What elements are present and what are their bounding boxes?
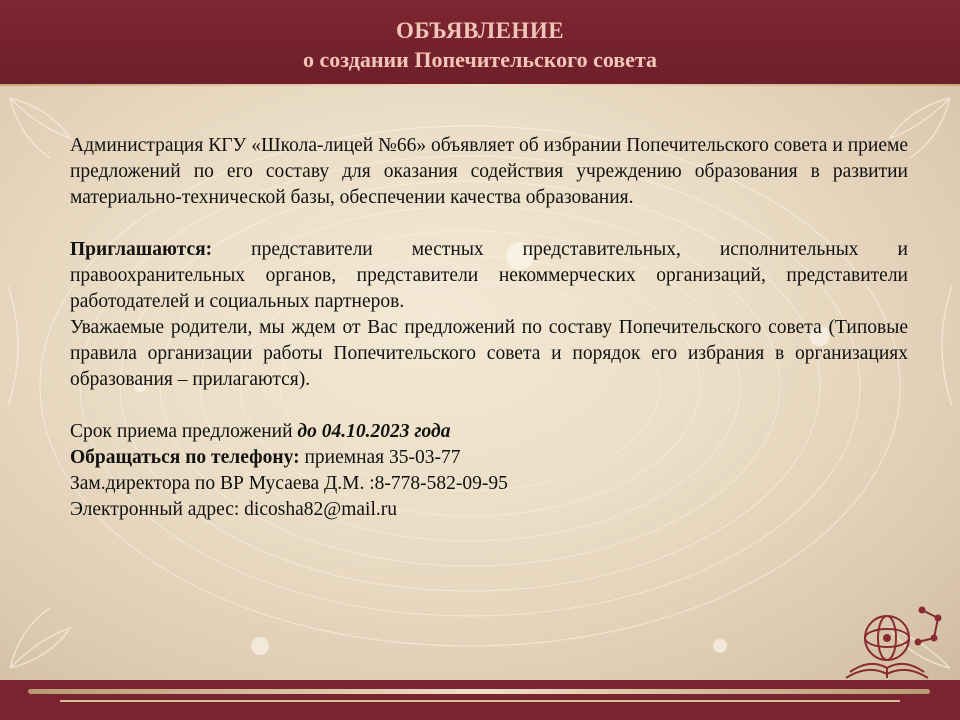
announcement-title: ОБЪЯВЛЕНИЕ	[395, 18, 565, 43]
deputy-line: Зам.директора по ВР Мусаева Д.М. :8-778-582-09-95	[70, 473, 508, 494]
parents-paragraph: Уважаемые родители, мы ждем от Вас предложений по составу Попечительского совета (Типовые правила организации работы Попечительского совета и порядок его избрания в организациях образования – прилагаются).	[70, 317, 908, 390]
content-panel	[0, 86, 960, 680]
footer-band	[0, 680, 960, 720]
deadline-label: Срок приема предложений	[70, 421, 298, 442]
school-book-atom-logo-icon	[842, 600, 952, 680]
deadline-value: до 04.10.2023 года	[297, 421, 451, 442]
phone-value: приемная 35-03-77	[299, 447, 461, 468]
intro-paragraph: Администрация КГУ «Школа-лицей №66» объявляет об избрании Попечительского совета и приеме предложений по его составу для оказания содействия учреждению образования в развитии материально-технической базы, обеспечении качества образования.	[70, 135, 908, 208]
phone-label: Обращаться по телефону:	[70, 447, 300, 468]
phone-line	[70, 445, 908, 471]
footer-thin-line	[60, 700, 900, 702]
footer-gold-bar	[28, 689, 930, 694]
deadline-line	[70, 419, 908, 445]
header-banner	[0, 0, 960, 84]
announcement-body	[70, 133, 908, 523]
email-line: Электронный адрес: dicosha82@mail.ru	[70, 499, 397, 520]
invite-text: представители местных представительных, исполнительных и правоохранительных органов, представители некоммерческих организаций, представители работодателей и социальных партнеров.	[70, 239, 908, 312]
invite-paragraph	[70, 237, 908, 315]
invite-label: Приглашаются:	[70, 239, 213, 260]
announcement-subtitle: о создании Попечительского совета	[302, 47, 658, 72]
